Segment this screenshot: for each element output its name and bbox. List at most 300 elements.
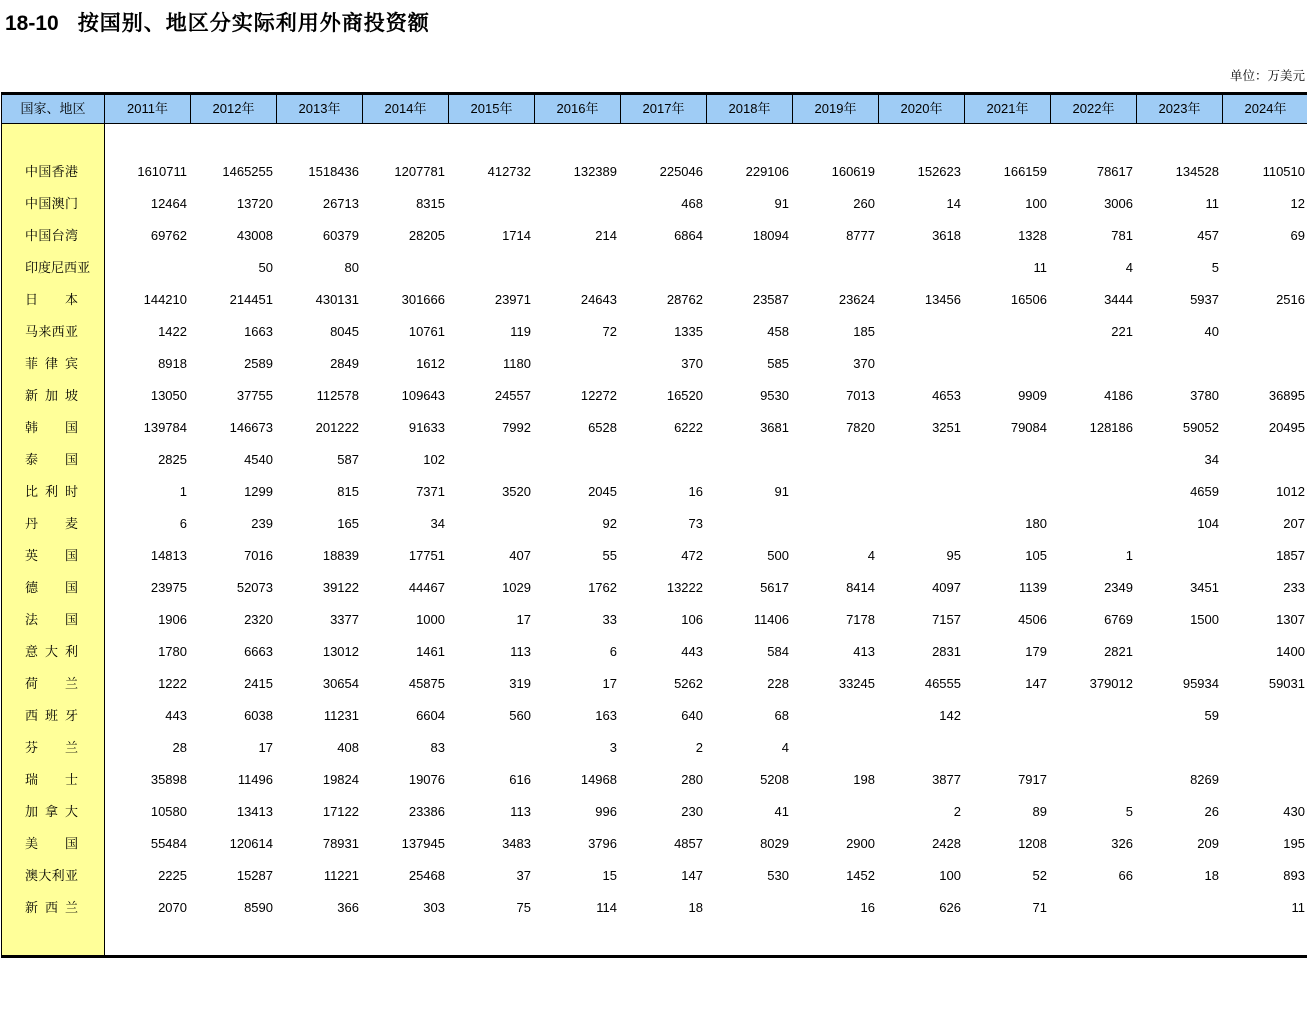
value-cell: 2825 (158, 452, 187, 467)
value-cell: 2320 (244, 612, 273, 627)
table-row (2, 188, 1307, 220)
value-cell: 37755 (236, 388, 273, 403)
value-cell (105, 252, 191, 284)
table-row (2, 284, 1307, 316)
value-cell: 2 (953, 804, 961, 819)
value-cell: 1857 (1276, 548, 1305, 563)
value-cell (1223, 764, 1307, 796)
value-cell (1051, 732, 1137, 764)
value-cell (1223, 316, 1307, 348)
value-cell (1051, 476, 1137, 508)
value-cell: 4 (781, 740, 789, 755)
value-cell (1137, 540, 1223, 572)
value-cell (707, 508, 793, 540)
value-cell: 17122 (322, 804, 359, 819)
value-cell: 55484 (150, 836, 187, 851)
value-cell: 260 (853, 196, 875, 211)
value-cell: 11 (1205, 196, 1219, 211)
value-cell: 1222 (158, 676, 187, 691)
value-cell: 78931 (322, 836, 359, 851)
value-cell: 412732 (487, 164, 531, 179)
value-cell: 1612 (416, 356, 445, 371)
value-cell (1223, 444, 1307, 476)
value-cell: 28 (172, 740, 187, 755)
value-cell: 1029 (502, 580, 531, 595)
value-cell: 180 (1025, 516, 1047, 531)
value-cell (879, 348, 965, 380)
value-cell: 4 (867, 548, 875, 563)
value-cell: 207 (1283, 516, 1305, 531)
value-cell: 407 (509, 548, 531, 563)
value-cell (1051, 444, 1137, 476)
value-cell: 100 (1025, 196, 1047, 211)
value-cell: 6864 (674, 228, 703, 243)
table-row (2, 220, 1307, 252)
year-header: 2024年 (1223, 95, 1307, 123)
value-cell (965, 444, 1051, 476)
value-cell: 1208 (1018, 836, 1047, 851)
value-cell: 43008 (236, 228, 273, 243)
value-cell: 34 (1204, 452, 1219, 467)
value-cell: 12464 (150, 196, 187, 211)
value-cell: 1299 (244, 484, 273, 499)
value-cell: 430131 (315, 292, 359, 307)
table-row (2, 636, 1307, 668)
value-cell (1137, 636, 1223, 668)
value-cell: 7371 (416, 484, 445, 499)
table-row (2, 348, 1307, 380)
country-name-cell (2, 892, 105, 924)
value-cell: 1461 (416, 644, 445, 659)
value-cell: 102 (423, 452, 445, 467)
value-cell: 166159 (1003, 164, 1047, 179)
value-cell: 3 (609, 740, 617, 755)
value-cell: 472 (681, 548, 703, 563)
value-cell: 128186 (1089, 420, 1133, 435)
year-header: 2015年 (449, 95, 535, 123)
value-cell (449, 444, 535, 476)
value-cell: 3780 (1190, 388, 1219, 403)
value-cell (535, 444, 621, 476)
value-cell: 16506 (1010, 292, 1047, 307)
value-cell: 16 (860, 900, 875, 915)
value-cell: 120614 (229, 836, 273, 851)
value-cell: 55 (602, 548, 617, 563)
value-cell: 10761 (408, 324, 445, 339)
country-name-cell (2, 636, 105, 668)
value-cell: 1 (179, 484, 187, 499)
value-cell: 100 (939, 868, 961, 883)
value-cell: 616 (509, 772, 531, 787)
value-cell: 7157 (932, 612, 961, 627)
value-cell: 146673 (229, 420, 273, 435)
value-cell: 214451 (229, 292, 273, 307)
value-cell: 1180 (503, 356, 531, 371)
value-cell: 4506 (1018, 612, 1047, 627)
value-cell: 28205 (408, 228, 445, 243)
value-cell: 9530 (760, 388, 789, 403)
value-cell: 5 (1125, 804, 1133, 819)
value-cell: 500 (767, 548, 789, 563)
value-cell: 23587 (752, 292, 789, 307)
value-cell: 13050 (150, 388, 187, 403)
value-cell: 15 (602, 868, 617, 883)
country-name: 加 拿 大 (25, 804, 78, 819)
country-name-cell (2, 796, 105, 828)
value-cell: 6222 (674, 420, 703, 435)
country-name-cell (2, 540, 105, 572)
value-cell (449, 188, 535, 220)
country-name: 新 西 兰 (25, 900, 78, 915)
value-cell: 8414 (846, 580, 875, 595)
value-cell: 20495 (1268, 420, 1305, 435)
value-cell: 6604 (416, 708, 445, 723)
unit-label: 单位：万美元 (1229, 69, 1305, 83)
value-cell: 7016 (244, 548, 273, 563)
value-cell: 6528 (588, 420, 617, 435)
country-name: 丹 麦 (25, 516, 78, 531)
value-cell (879, 252, 965, 284)
value-cell: 2589 (244, 356, 273, 371)
country-name-cell (2, 444, 105, 476)
value-cell: 16 (688, 484, 703, 499)
value-cell: 3877 (932, 772, 961, 787)
value-cell: 1400 (1276, 644, 1305, 659)
value-cell: 72 (602, 324, 617, 339)
value-cell: 26 (1204, 804, 1219, 819)
value-cell: 73 (688, 516, 703, 531)
value-cell: 7178 (846, 612, 875, 627)
table-row (2, 380, 1307, 412)
value-cell: 587 (337, 452, 359, 467)
value-cell: 228 (767, 676, 789, 691)
value-cell: 1307 (1276, 612, 1305, 627)
value-cell: 14 (946, 196, 961, 211)
value-cell: 113 (510, 644, 531, 659)
value-cell (363, 252, 449, 284)
country-name: 瑞 士 (25, 772, 78, 787)
value-cell: 326 (1111, 836, 1133, 851)
value-cell: 165 (337, 516, 359, 531)
country-name-cell (2, 252, 105, 284)
value-cell (879, 476, 965, 508)
country-name-cell (2, 508, 105, 540)
country-name: 美 国 (25, 836, 78, 851)
value-cell: 2428 (932, 836, 961, 851)
value-cell: 280 (681, 772, 703, 787)
value-cell: 91 (774, 484, 789, 499)
table-row (2, 156, 1307, 188)
table-row (2, 508, 1307, 540)
country-name-cell (2, 188, 105, 220)
table-row (2, 732, 1307, 764)
value-cell: 91633 (408, 420, 445, 435)
year-header: 2019年 (793, 95, 879, 123)
country-name-cell (2, 316, 105, 348)
table-row (2, 540, 1307, 572)
value-cell: 11 (1291, 900, 1305, 915)
value-cell: 3451 (1190, 580, 1219, 595)
value-cell: 18 (1204, 868, 1219, 883)
value-cell: 530 (767, 868, 789, 883)
value-cell: 79084 (1010, 420, 1047, 435)
value-cell: 5208 (760, 772, 789, 787)
value-cell: 78617 (1096, 164, 1133, 179)
value-cell: 14813 (150, 548, 187, 563)
value-cell: 2849 (330, 356, 359, 371)
value-cell: 3520 (502, 484, 531, 499)
value-cell: 11496 (237, 772, 273, 787)
value-cell: 1465255 (222, 164, 273, 179)
value-cell: 408 (337, 740, 359, 755)
value-cell (965, 476, 1051, 508)
table-row (2, 316, 1307, 348)
value-cell: 1762 (588, 580, 617, 595)
year-header: 2022年 (1051, 95, 1137, 123)
value-cell: 2349 (1104, 580, 1133, 595)
country-name: 泰 国 (25, 452, 78, 467)
value-cell (793, 252, 879, 284)
value-cell: 25468 (408, 868, 445, 883)
value-cell: 3251 (932, 420, 961, 435)
value-cell (707, 892, 793, 924)
year-header: 2023年 (1137, 95, 1223, 123)
value-cell: 1 (1125, 548, 1133, 563)
value-cell: 18 (688, 900, 703, 915)
value-cell: 1780 (158, 644, 187, 659)
value-cell: 6769 (1104, 612, 1133, 627)
table-header-row (2, 95, 1307, 124)
value-cell: 201222 (315, 420, 359, 435)
value-cell: 91 (774, 196, 789, 211)
value-cell: 71 (1032, 900, 1047, 915)
value-cell: 11406 (753, 612, 789, 627)
value-cell (535, 348, 621, 380)
value-cell: 12 (1290, 196, 1305, 211)
value-cell: 11 (1033, 260, 1047, 275)
value-cell: 1000 (416, 612, 445, 627)
value-cell: 225046 (659, 164, 703, 179)
value-cell: 1328 (1018, 228, 1047, 243)
value-cell: 19076 (408, 772, 445, 787)
value-cell (965, 348, 1051, 380)
value-cell: 2516 (1276, 292, 1305, 307)
value-cell: 2821 (1104, 644, 1133, 659)
value-cell: 52 (1032, 868, 1047, 883)
value-cell: 144210 (143, 292, 187, 307)
country-name: 德 国 (25, 580, 78, 595)
value-cell: 6 (609, 644, 617, 659)
value-cell: 585 (767, 356, 789, 371)
value-cell: 2045 (588, 484, 617, 499)
value-cell: 13012 (322, 644, 359, 659)
value-cell (879, 732, 965, 764)
country-name-cell (2, 572, 105, 604)
year-header: 2012年 (191, 95, 277, 123)
value-cell: 319 (509, 676, 531, 691)
value-cell: 229106 (745, 164, 789, 179)
value-cell: 80 (344, 260, 359, 275)
value-cell: 8777 (846, 228, 875, 243)
value-cell: 5937 (1190, 292, 1219, 307)
value-cell (621, 252, 707, 284)
value-cell: 142 (939, 708, 961, 723)
value-cell: 8045 (330, 324, 359, 339)
value-cell: 2 (695, 740, 703, 755)
country-name: 马 来 西 亚 (25, 324, 78, 339)
value-cell (1051, 764, 1137, 796)
value-cell: 34 (430, 516, 445, 531)
value-cell: 17751 (408, 548, 445, 563)
value-cell: 17 (516, 612, 531, 627)
value-cell: 4540 (244, 452, 273, 467)
value-cell: 45875 (408, 676, 445, 691)
value-cell: 221 (1111, 324, 1133, 339)
value-cell: 44467 (408, 580, 445, 595)
country-name-cell (2, 220, 105, 252)
value-cell (621, 444, 707, 476)
value-cell: 68 (774, 708, 789, 723)
table-row (2, 668, 1307, 700)
value-cell (793, 476, 879, 508)
value-cell: 1207781 (394, 164, 445, 179)
country-name-cell (2, 860, 105, 892)
value-cell: 11221 (323, 868, 359, 883)
year-header: 2021年 (965, 95, 1051, 123)
value-cell: 69 (1290, 228, 1305, 243)
value-cell (879, 508, 965, 540)
value-cell: 39122 (322, 580, 359, 595)
year-header: 2016年 (535, 95, 621, 123)
value-cell: 239 (251, 516, 273, 531)
value-cell: 4 (1125, 260, 1133, 275)
table-row (2, 444, 1307, 476)
value-cell: 36895 (1268, 388, 1305, 403)
value-cell (1051, 508, 1137, 540)
value-cell: 179 (1025, 644, 1047, 659)
country-name: 芬 兰 (25, 740, 78, 755)
value-cell: 185 (853, 324, 875, 339)
value-cell: 139784 (143, 420, 187, 435)
value-cell: 66 (1118, 868, 1133, 883)
page-title (5, 7, 430, 37)
table-row (2, 764, 1307, 796)
value-cell: 110510 (1262, 164, 1305, 179)
value-cell: 457 (1197, 228, 1219, 243)
value-cell: 15287 (236, 868, 273, 883)
table-row (2, 412, 1307, 444)
value-cell: 4653 (932, 388, 961, 403)
value-cell: 11231 (323, 708, 359, 723)
value-cell: 1335 (674, 324, 703, 339)
statistics-table (1, 92, 1307, 958)
value-cell: 106 (681, 612, 703, 627)
country-name: 中 国 台 湾 (25, 228, 78, 243)
blank-row (2, 924, 1307, 955)
value-cell (449, 252, 535, 284)
country-name: 西 班 牙 (25, 708, 78, 723)
value-cell: 16520 (666, 388, 703, 403)
value-cell: 7917 (1018, 772, 1047, 787)
value-cell (879, 444, 965, 476)
country-name-cell (2, 476, 105, 508)
value-cell: 1518436 (308, 164, 359, 179)
value-cell (707, 252, 793, 284)
value-cell: 14968 (580, 772, 617, 787)
country-name: 比 利 时 (25, 484, 78, 499)
country-name-cell (2, 700, 105, 732)
value-cell: 40 (1204, 324, 1219, 339)
value-cell: 1139 (1019, 580, 1047, 595)
value-cell: 13413 (236, 804, 273, 819)
value-cell: 59052 (1182, 420, 1219, 435)
value-cell: 3377 (330, 612, 359, 627)
table-row (2, 892, 1307, 924)
value-cell: 147 (681, 868, 703, 883)
value-cell (1137, 348, 1223, 380)
value-cell: 5 (1211, 260, 1219, 275)
value-cell: 160619 (831, 164, 875, 179)
value-cell: 468 (681, 196, 703, 211)
year-header: 2014年 (363, 95, 449, 123)
value-cell (793, 732, 879, 764)
table-row (2, 604, 1307, 636)
value-cell: 230 (681, 804, 703, 819)
country-name: 菲 律 宾 (25, 356, 78, 371)
value-cell: 13720 (236, 196, 273, 211)
value-cell: 13222 (666, 580, 703, 595)
value-cell: 443 (165, 708, 187, 723)
table-row (2, 572, 1307, 604)
value-cell: 1906 (158, 612, 187, 627)
table-row (2, 476, 1307, 508)
table-body (2, 124, 1307, 955)
value-cell: 163 (595, 708, 617, 723)
value-cell: 301666 (401, 292, 445, 307)
value-cell (793, 508, 879, 540)
value-cell: 640 (681, 708, 703, 723)
value-cell (1051, 700, 1137, 732)
corner-header-cell: 国家、地区 (2, 95, 105, 123)
value-cell: 7820 (846, 420, 875, 435)
value-cell: 41 (774, 804, 789, 819)
value-cell: 28762 (666, 292, 703, 307)
value-cell: 560 (509, 708, 531, 723)
value-cell: 104 (1197, 516, 1219, 531)
value-cell: 781 (1111, 228, 1133, 243)
value-cell: 23971 (494, 292, 531, 307)
value-cell: 23386 (408, 804, 445, 819)
value-cell: 152623 (917, 164, 961, 179)
value-cell: 75 (516, 900, 531, 915)
value-cell (879, 316, 965, 348)
value-cell: 2415 (244, 676, 273, 691)
value-cell (1223, 700, 1307, 732)
value-cell: 24557 (494, 388, 531, 403)
year-header: 2013年 (277, 95, 363, 123)
value-cell: 18094 (752, 228, 789, 243)
value-cell: 2831 (932, 644, 961, 659)
value-cell: 198 (853, 772, 875, 787)
value-cell: 3444 (1104, 292, 1133, 307)
country-name-cell (2, 412, 105, 444)
value-cell (1223, 732, 1307, 764)
country-name-cell (2, 604, 105, 636)
value-cell: 1500 (1190, 612, 1219, 627)
value-cell: 430 (1283, 804, 1305, 819)
value-cell (1223, 348, 1307, 380)
value-cell (1051, 348, 1137, 380)
